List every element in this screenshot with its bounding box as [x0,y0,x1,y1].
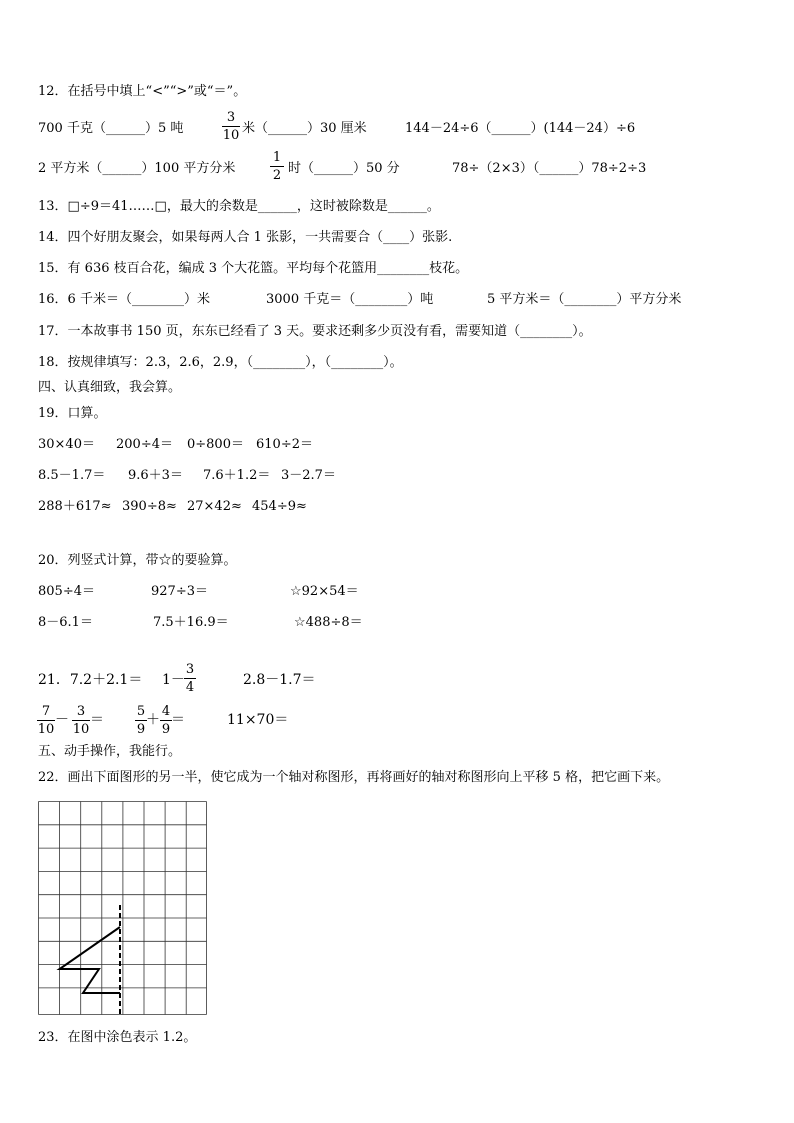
q23: 23．在图中涂色表示 1.2。 [38,1030,197,1045]
q19-r1-2: 200÷4＝ [116,437,173,452]
q20-r1-3: ☆92×54＝ [290,584,359,599]
q21-d-fraction-1 [37,704,55,737]
section-5-heading: 五、动手操作，我能行。 [38,744,182,759]
q21-f: 11×70＝ [227,712,289,728]
q19-r2-1: 8.5－1.7＝ [38,468,106,483]
q20-r2-1: 8－6.1＝ [38,615,93,630]
q20-title: 20．列竖式计算，带☆的要验算。 [38,553,237,568]
numerator: 3 [76,704,86,719]
denominator: 2 [272,168,282,183]
q19-r1-1: 30×40＝ [38,437,95,452]
q12-item-1: 700 千克（______）5 吨 [38,121,184,136]
denominator: 9 [136,722,146,737]
q12-title: 12．在括号中填上“<”“>”或“＝”。 [38,84,247,99]
q12-item-5-fraction [270,150,284,183]
q12-item-3: 144－24÷6（______）(144－24）÷6 [405,121,636,136]
q18: 18．按规律填写：2.3，2.6，2.9，（________），（________）。 [38,355,403,370]
q21-c: 2.8－1.7＝ [243,672,316,688]
q19-r3-2: 390÷8≈ [122,499,177,514]
q12-item-4: 2 平方米（______）100 平方分米 [38,161,236,176]
fraction-bar [184,678,196,679]
fraction-bar [37,720,55,721]
q13: 13．□÷9＝41……□，最大的余数是______，这时被除数是______。 [38,199,440,214]
q16-c: 5 平方米＝（________）平方分米 [487,292,682,307]
fraction-bar [72,720,90,721]
symmetry-grid [38,801,208,1016]
q15: 15．有 636 枝百合花，编成 3 个大花篮。平均每个花篮用________枝花。 [38,261,469,276]
q14: 14．四个好朋友聚会，如果每两人合 1 张影，一共需要合（____）张影. [38,230,453,245]
q19-r1-3: 0÷800＝ [187,437,244,452]
q19-r3-1: 288＋617≈ [38,499,112,514]
q12-item-5: 时（______）50 分 [288,161,400,176]
q19-r3-3: 27×42≈ [187,499,242,514]
q20-r2-2: 7.5＋16.9＝ [153,615,229,630]
q21-b-whole: 1－ [162,672,185,688]
numerator: 3 [226,110,236,125]
half-figure [60,927,120,993]
q16-a: 16．6 千米＝（________）米 [38,292,210,307]
numerator: 3 [185,662,195,677]
q16-b: 3000 千克＝（________）吨 [266,292,434,307]
q21-e-plus: ＋ [146,712,160,728]
q19-r2-2: 9.6＋3＝ [128,468,183,483]
q19-r2-3: 7.6＋1.2＝ [203,468,271,483]
fraction-bar [222,126,240,127]
q21-d-minus: － [55,712,69,728]
q19-r2-4: 3－2.7＝ [281,468,336,483]
fraction-bar [270,166,284,167]
section-4-heading: 四、认真细致，我会算。 [38,380,182,395]
q21-d-fraction-2 [72,704,90,737]
q19-title: 19．口算。 [38,406,107,421]
q21-b-fraction [184,662,196,695]
denominator: 10 [222,128,240,143]
q19-r1-4: 610÷2＝ [256,437,313,452]
q21-a: 21．7.2＋2.1＝ [38,672,143,688]
q19-r3-4: 454÷9≈ [252,499,307,514]
denominator: 10 [37,722,55,737]
q20-r1-2: 927÷3＝ [151,584,208,599]
grid-lines [39,802,207,1015]
q12-item-6: 78÷（2×3）（______）78÷2÷3 [452,161,647,176]
denominator: 10 [72,722,90,737]
q17: 17．一本故事书 150 页，东东已经看了 3 天。要求还剩多少页没有看，需要知道（________）。 [38,324,592,339]
q12-item-2-fraction [222,110,240,143]
q21-d-equals: ＝ [90,712,104,728]
q20-r2-3: ☆488÷8＝ [294,615,363,630]
denominator: 9 [161,722,171,737]
q12-item-2: 米（______）30 厘米 [242,121,367,136]
q21-e-equals: ＝ [171,712,185,728]
numerator: 4 [161,704,171,719]
numerator: 1 [272,150,282,165]
q22: 22．画出下面图形的另一半，使它成为一个轴对称图形，再将画好的轴对称图形向上平移 5 格，把它画下来。 [38,770,670,785]
numerator: 7 [41,704,51,719]
denominator: 4 [185,680,195,695]
q20-r1-1: 805÷4＝ [38,584,95,599]
numerator: 5 [136,704,146,719]
